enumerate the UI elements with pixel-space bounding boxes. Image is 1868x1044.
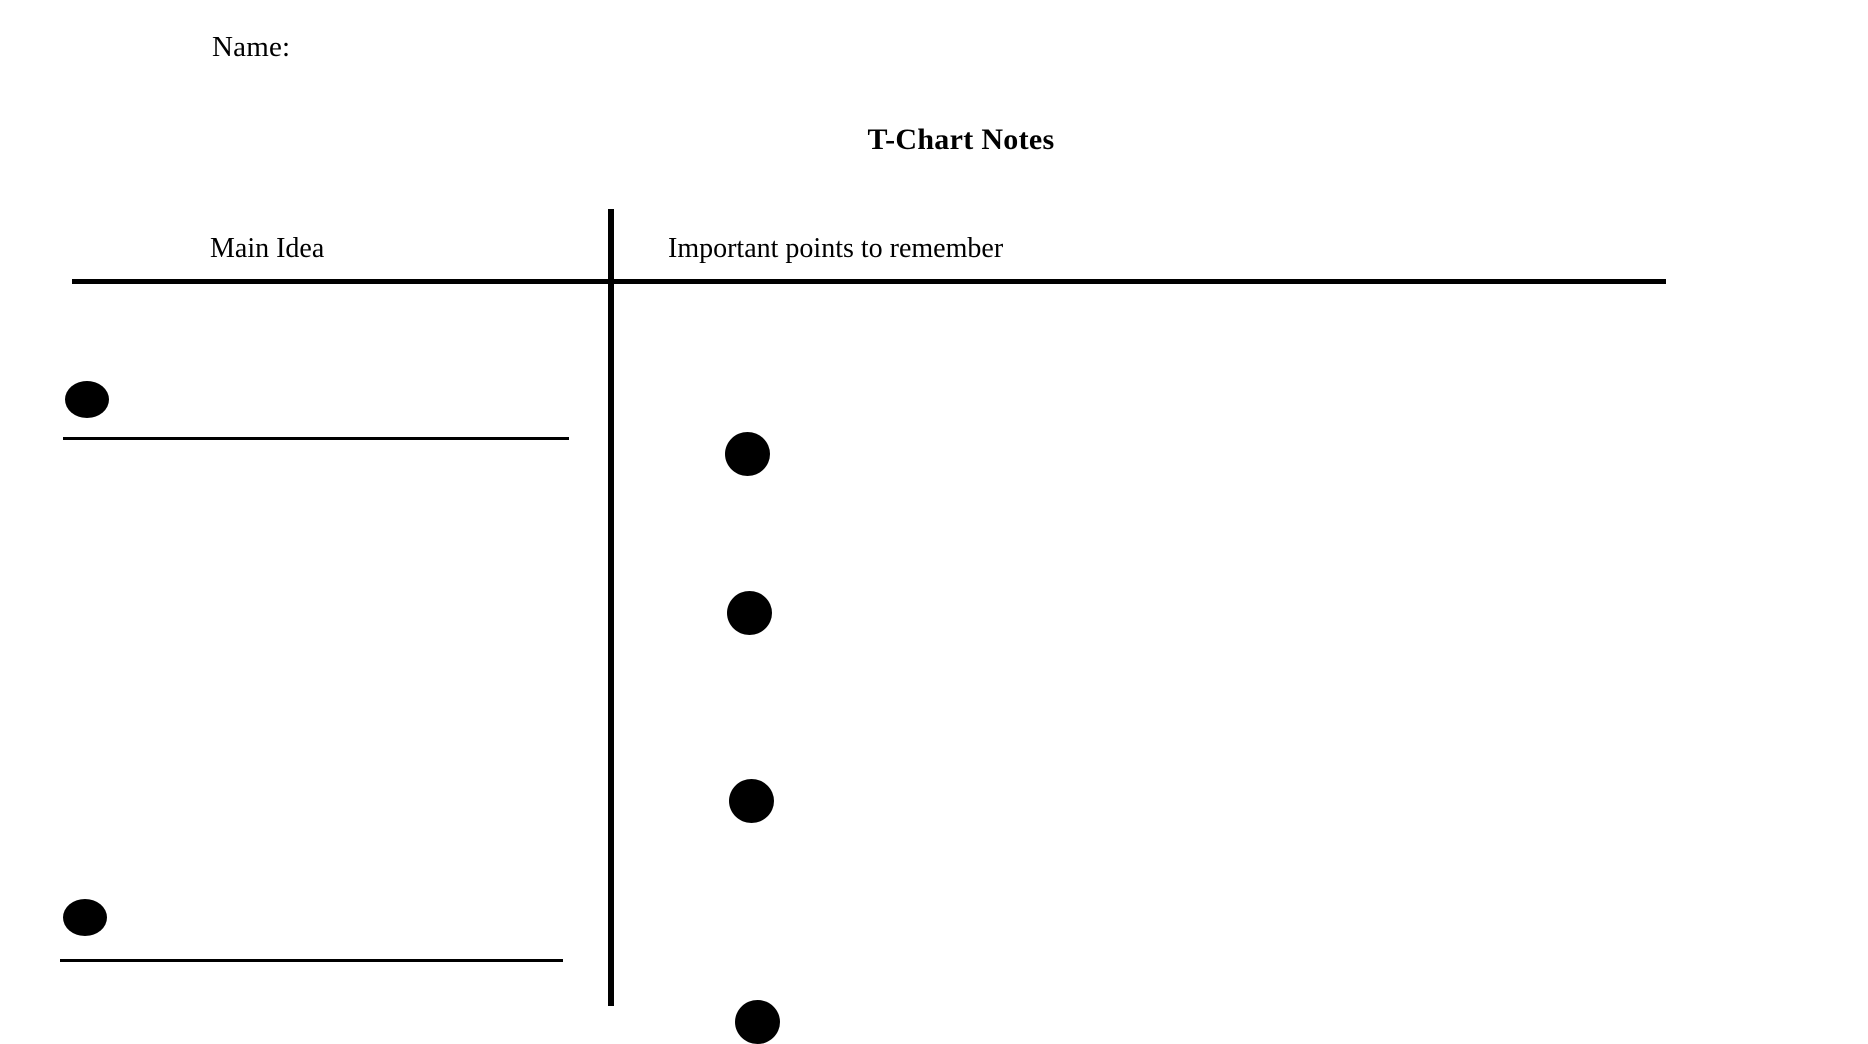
bullet-point-icon <box>729 779 774 823</box>
column-heading-important-points: Important points to remember <box>668 233 1004 264</box>
bullet-point-icon <box>725 432 770 476</box>
page-title <box>0 123 1868 157</box>
page-title-text: T-Chart Notes <box>867 123 1055 156</box>
bullet-point-icon <box>65 381 109 418</box>
bullet-point-icon <box>727 591 772 635</box>
column-heading-main-idea: Main Idea <box>210 233 325 264</box>
writing-line <box>60 959 563 962</box>
vertical-divider-rule <box>608 209 614 1006</box>
name-field-label: Name: <box>212 31 291 63</box>
bullet-point-icon <box>735 1000 780 1044</box>
writing-line <box>63 437 569 440</box>
horizontal-divider-rule <box>72 279 1666 284</box>
bullet-point-icon <box>63 899 107 936</box>
